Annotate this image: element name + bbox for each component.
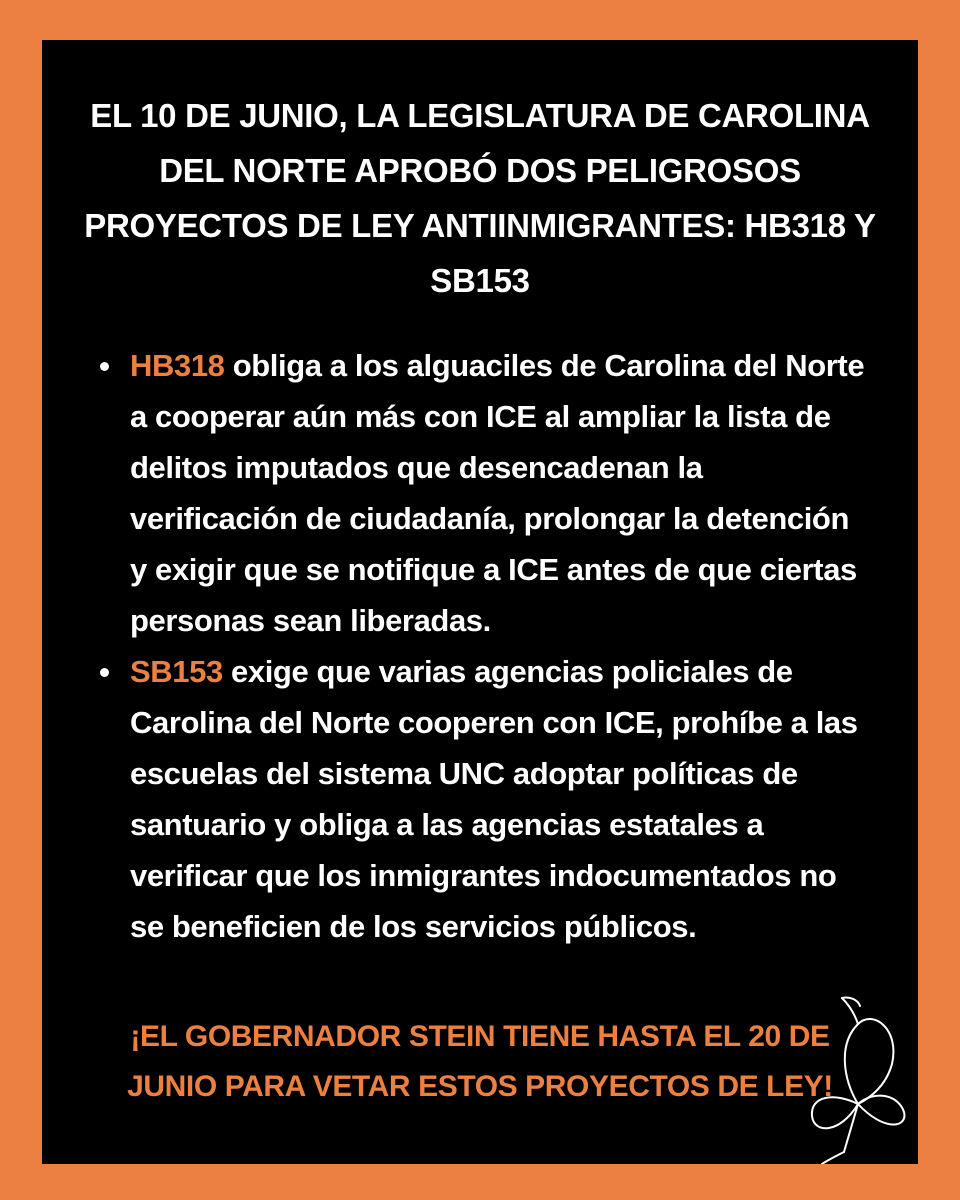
bill-description: obliga a los alguaciles de Carolina del Norte a cooperar aún más con ICE al ampliar la lista de delitos imputados que desencadenan la verificación de ciudadanía, prolongar la detención y exigir que se notifique a ICE antes de que ciertas personas sean liberadas. [130, 348, 865, 638]
bill-list [100, 340, 872, 952]
bill-item-hb318 [100, 340, 872, 646]
veto-deadline-callout: ¡EL GOBERNADOR STEIN TIENE HASTA EL 20 DE JUNIO PARA VETAR ESTOS PROYECTOS DE LEY! [127, 1020, 833, 1103]
headline: EL 10 DE JUNIO, LA LEGISLATURA DE CAROLINA DEL NORTE APROBÓ DOS PELIGROSOS PROYECTOS DE LEY ANTIINMIGRANTES: HB318 Y SB153 [84, 97, 876, 299]
bullet-icon [100, 668, 109, 677]
content-panel [42, 40, 918, 1164]
bullet-icon [100, 362, 109, 371]
butterfly-outline-icon [788, 984, 918, 1164]
bill-item-sb153 [100, 646, 872, 952]
bill-code: SB153 [130, 654, 223, 689]
bill-code: HB318 [130, 348, 225, 383]
bill-description: exige que varias agencias policiales de Carolina del Norte cooperen con ICE, prohíbe a las escuelas del sistema UNC adoptar políticas de santuario y obliga a las agencias estatales a verificar que los inmigrantes indocumentados no se beneficien de los servicios públicos. [130, 654, 858, 944]
